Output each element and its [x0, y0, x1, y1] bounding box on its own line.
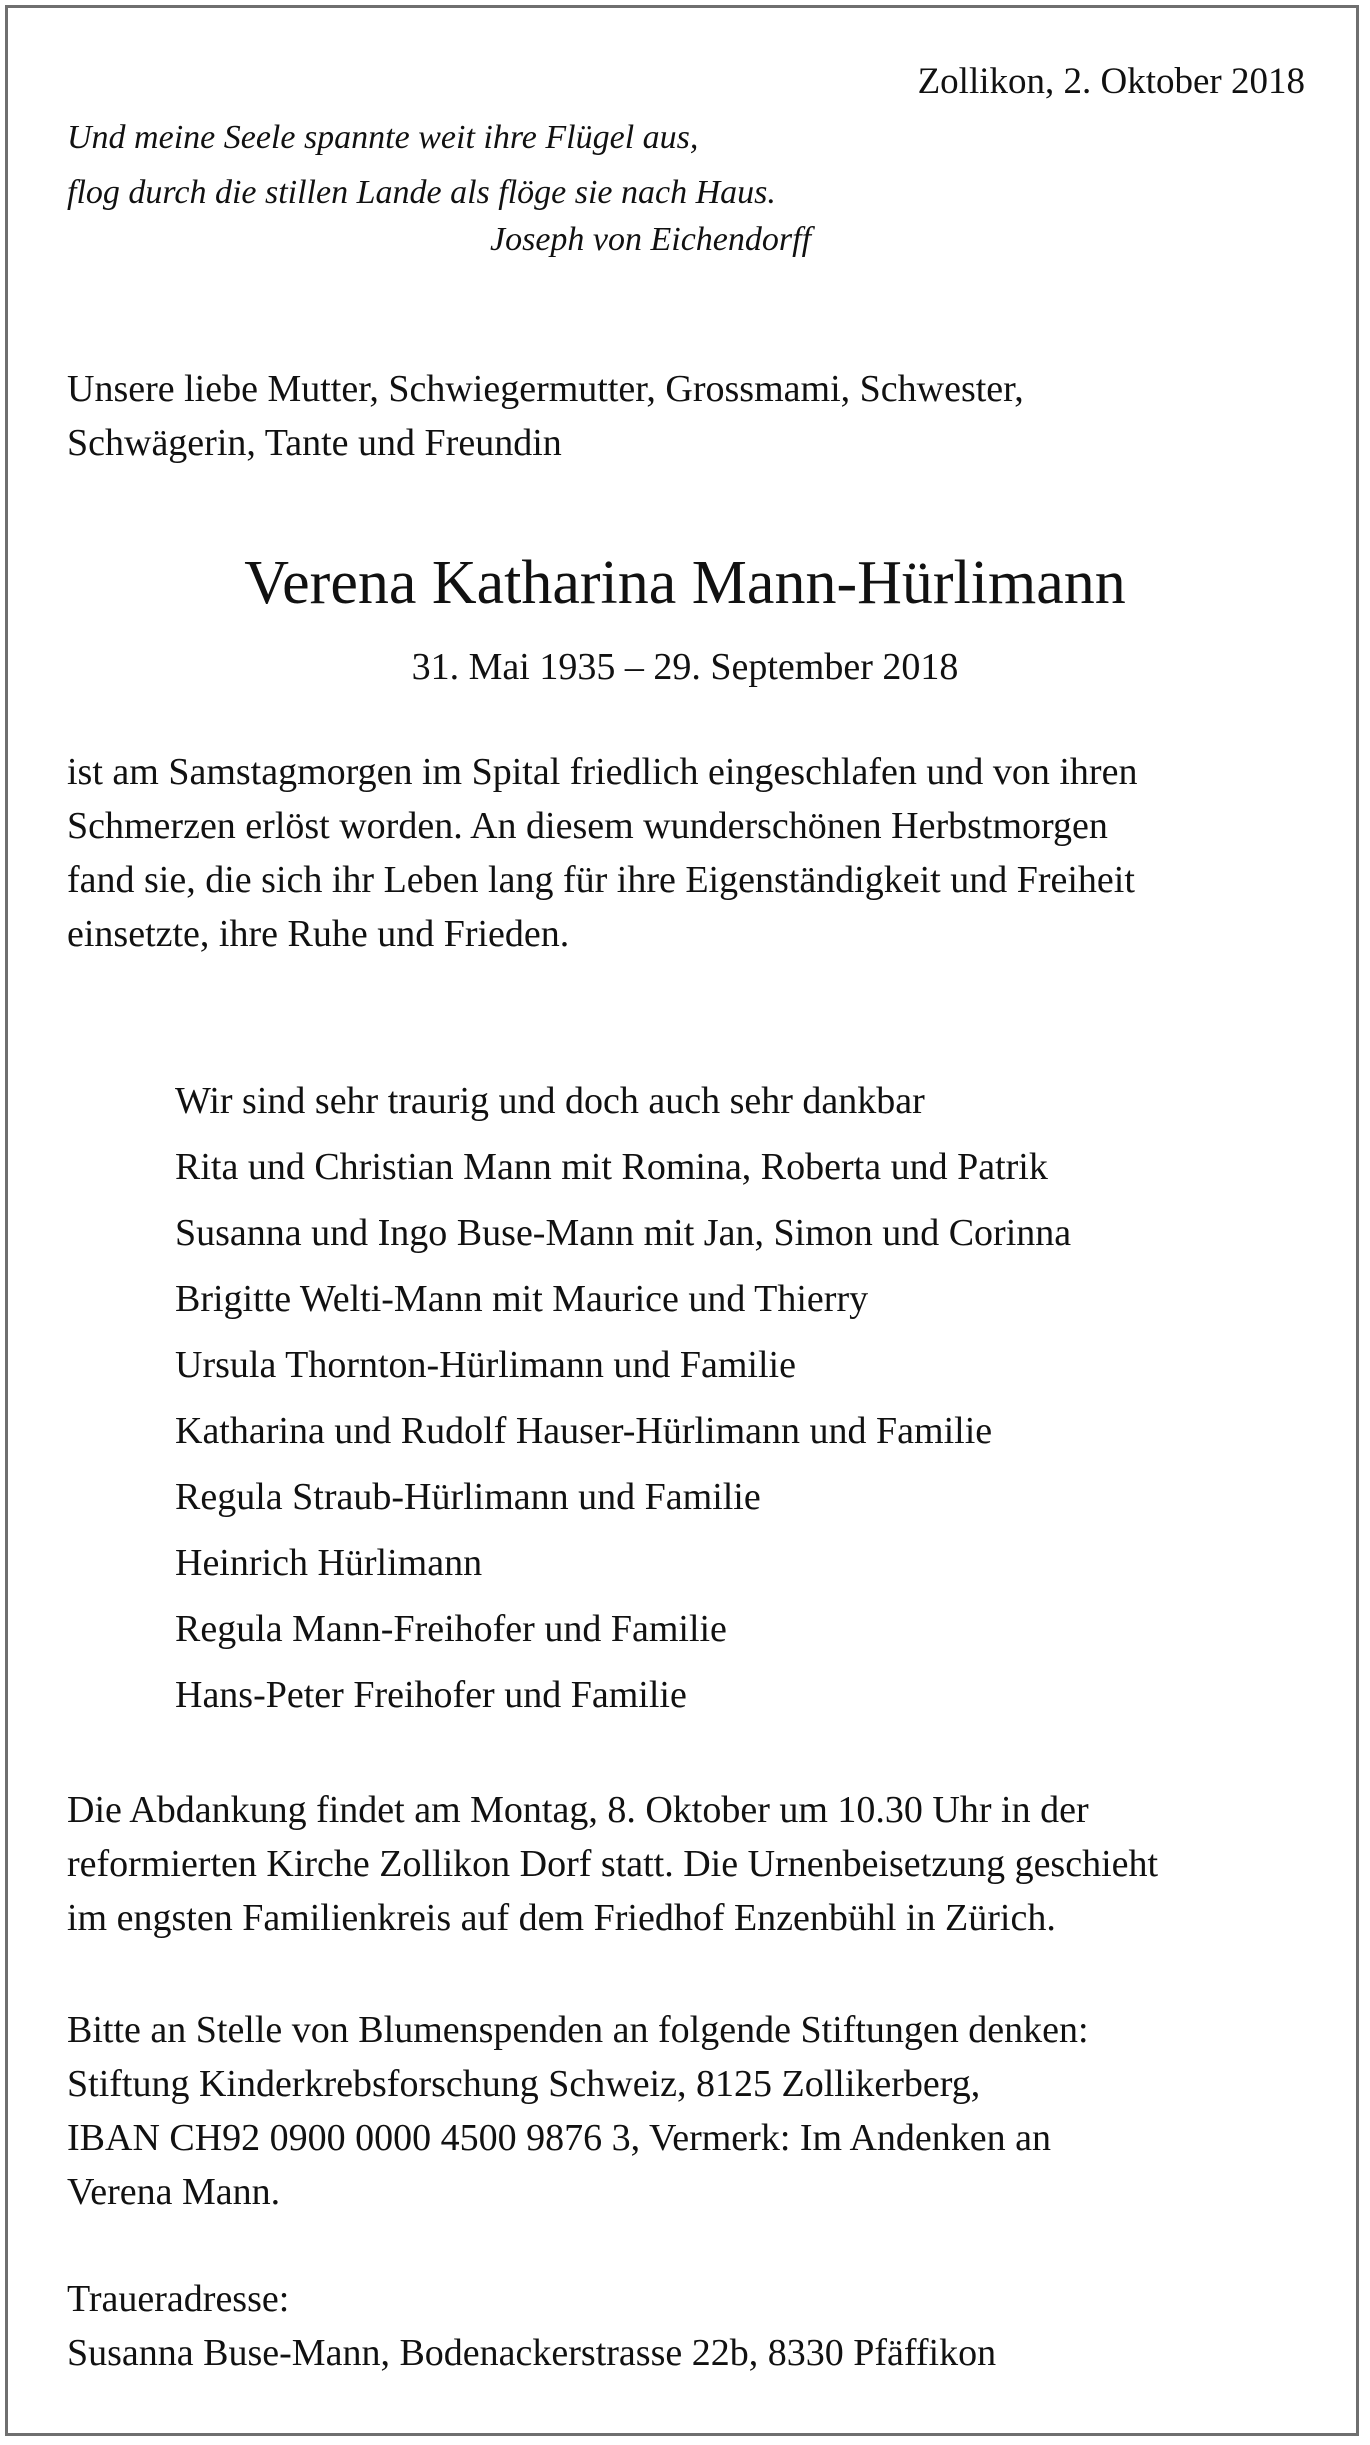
- mourner-entry: Heinrich Hürlimann: [175, 1542, 483, 1584]
- mourner-entry: Rita und Christian Mann mit Romina, Roberta und Patrik: [175, 1146, 1048, 1188]
- donation-line: IBAN CH92 0900 0000 4500 9876 3, Vermerk: Im Andenken an: [67, 2117, 1052, 2159]
- epigraph-quote: [67, 110, 776, 220]
- intro-line: Schwägerin, Tante und Freundin: [67, 422, 562, 464]
- place-date: Zollikon, 2. Oktober 2018: [917, 61, 1305, 102]
- mourner-entry: Hans-Peter Freihofer und Familie: [175, 1674, 687, 1716]
- quote-author: Joseph von Eichendorff: [490, 221, 812, 258]
- mourner-entry: Susanna und Ingo Buse-Mann mit Jan, Simon und Corinna: [175, 1212, 1072, 1254]
- mourner-entry: Brigitte Welti-Mann mit Maurice und Thierry: [175, 1278, 869, 1320]
- mourner-entry: Ursula Thornton-Hürlimann und Familie: [175, 1344, 796, 1386]
- body-line: Schmerzen erlöst worden. An diesem wunderschönen Herbstmorgen: [67, 805, 1108, 847]
- quote-line: Und meine Seele spannte weit ihre Flügel aus,: [67, 119, 699, 156]
- intro-line: Unsere liebe Mutter, Schwiegermutter, Grossmami, Schwester,: [67, 368, 1024, 410]
- donation-line: Stiftung Kinderkrebsforschung Schweiz, 8125 Zollikerberg,: [67, 2063, 981, 2105]
- mourner-entry: Regula Mann-Freihofer und Familie: [175, 1608, 727, 1650]
- address-label: Traueradresse:: [67, 2278, 290, 2320]
- body-line: einsetzte, ihre Ruhe und Frieden.: [67, 913, 570, 955]
- quote-line: flog durch die stillen Lande als flöge sie nach Haus.: [67, 174, 776, 211]
- mourner-entry: Regula Straub-Hürlimann und Familie: [175, 1476, 761, 1518]
- body-line: ist am Samstagmorgen im Spital friedlich eingeschlafen und von ihren: [67, 751, 1138, 793]
- body-line: fand sie, die sich ihr Leben lang für ihre Eigenständigkeit und Freiheit: [67, 859, 1135, 901]
- mourners-intro: Wir sind sehr traurig und doch auch sehr dankbar: [175, 1080, 925, 1122]
- donation-paragraph: [67, 2003, 1089, 2219]
- deceased-name: Verena Katharina Mann-Hürlimann: [244, 549, 1126, 617]
- mourning-address: [67, 2272, 996, 2380]
- ceremony-line: Die Abdankung findet am Montag, 8. Oktober um 10.30 Uhr in der: [67, 1789, 1089, 1831]
- ceremony-line: im engsten Familienkreis auf dem Friedhof Enzenbühl in Zürich.: [67, 1897, 1056, 1939]
- ceremony-paragraph: [67, 1783, 1158, 1945]
- mourner-entry: Katharina und Rudolf Hauser-Hürlimann und Familie: [175, 1410, 993, 1452]
- donation-line: Verena Mann.: [67, 2171, 281, 2213]
- mourners-list: [175, 1068, 1071, 1728]
- ceremony-line: reformierten Kirche Zollikon Dorf statt. Die Urnenbeisetzung geschieht: [67, 1843, 1159, 1885]
- life-dates: 31. Mai 1935 – 29. September 2018: [411, 646, 959, 688]
- donation-line: Bitte an Stelle von Blumenspenden an folgende Stiftungen denken:: [67, 2009, 1089, 2051]
- intro-text: [67, 362, 1307, 470]
- address-value: Susanna Buse-Mann, Bodenackerstrasse 22b, 8330 Pfäffikon: [67, 2332, 997, 2374]
- body-paragraph: [67, 745, 1137, 961]
